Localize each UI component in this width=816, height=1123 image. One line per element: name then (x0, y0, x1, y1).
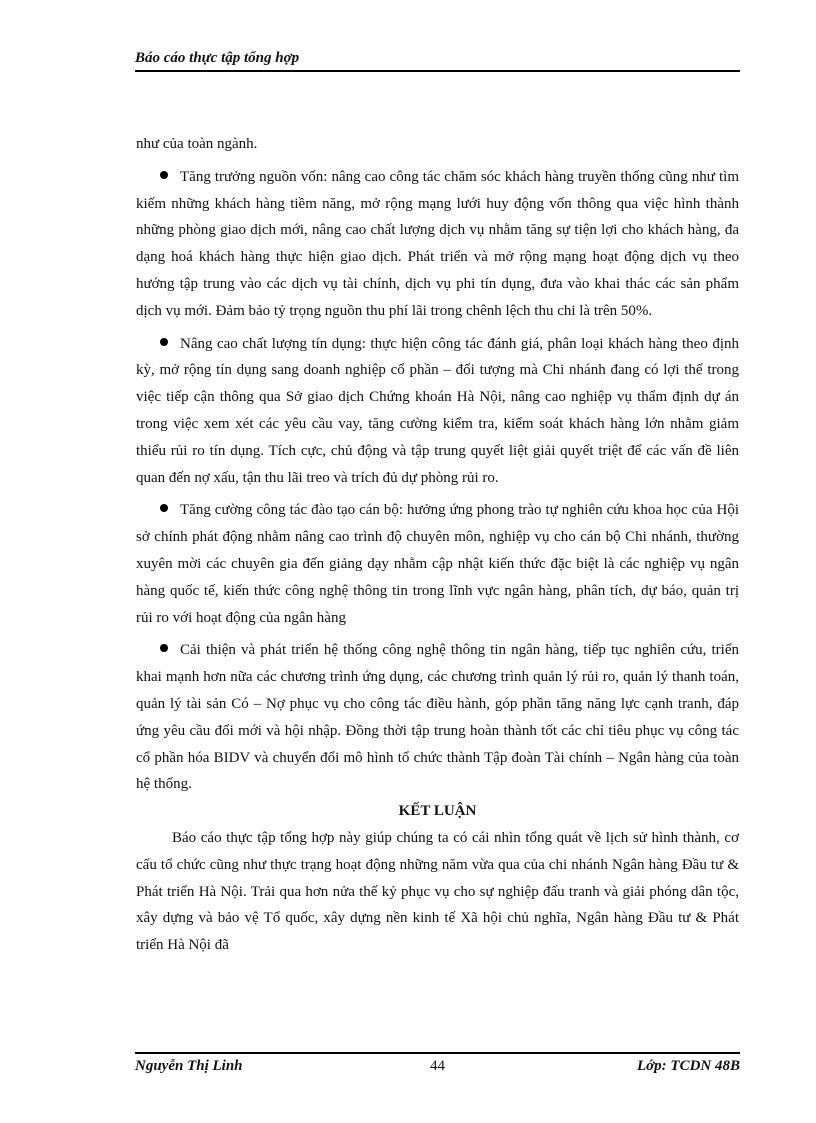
bullet-item-capital-growth (136, 164, 739, 325)
conclusion-heading: KẾT LUẬN (398, 803, 477, 820)
intro-text: như của toàn ngành. (136, 136, 258, 152)
bullet-item-credit-quality (136, 331, 739, 492)
page-footer (135, 1052, 740, 1078)
bullet-item-it-development (136, 637, 739, 798)
bullet-text: Cải thiện và phát triển hệ thống công nghệ thông tin ngân hàng, tiếp tục nghiên cứu, triển khai mạnh hơn nữa các chương trình ứng dụng, các chương trình quản lý rủi ro, quản lý thanh toán, quản lý tài sản Có – Nợ phục vụ cho công tác điều hành, góp phần tăng năng lực cạnh tranh, đáp ứng yêu cầu đổi mới và hội nhập. Đồng thời tập trung hoàn thành tốt các chỉ tiêu phục vụ công tác cổ phần hóa BIDV và chuyển đổi mô hình tổ chức thành Tập đoàn Tài chính – Ngân hàng của toàn hệ thống. (136, 642, 739, 793)
bullet-dot-icon (160, 644, 168, 652)
bullet-text: Tăng cường công tác đào tạo cán bộ: hưởng ứng phong trào tự nghiên cứu khoa học của Hội sở chính phát động nhằm nâng cao trình độ chuyên môn, nghiệp vụ cho cán bộ Chi nhánh, thường xuyên mời các chuyên gia đến giảng dạy nhằm cập nhật kiến thức đặc biệt là các nghiệp vụ ngân hàng quốc tế, kiến thức công nghệ thông tin trong lĩnh vực ngân hàng, phân tích, dự báo, quản trị rủi ro với hoạt động của ngân hàng (136, 502, 739, 626)
report-title: Báo cáo thực tập tổng hợp (135, 50, 300, 66)
bullet-dot-icon (160, 338, 168, 346)
page-header (135, 48, 740, 72)
bullet-item-staff-training (136, 497, 739, 631)
conclusion-paragraph: Báo cáo thực tập tổng hợp này giúp chúng ta có cái nhìn tổng quát về lịch sử hình thành, cơ cấu tổ chức cũng như thực trạng hoạt động những năm vừa qua của chi nhánh Ngân hàng Đầu tư & Phát triển Hà Nội. Trải qua hơn nửa thế kỷ phục vụ cho sự nghiệp đấu tranh và giải phóng dân tộc, xây dựng và bảo vệ Tổ quốc, xây dựng nền kinh tế Xã hội chủ nghĩa, Ngân hàng Đầu tư & Phát triển Hà Nội đã (136, 829, 739, 954)
bullet-dot-icon (160, 504, 168, 512)
bullet-text: Nâng cao chất lượng tín dụng: thực hiện công tác đánh giá, phân loại khách hàng theo định kỳ, mở rộng tín dụng sang doanh nghiệp cổ phần – đối tượng mà Chi nhánh đang có lợi thế trong việc tiếp cận thông qua Sở giao dịch Chứng khoán Hà Nội, nâng cao nghiệp vụ thẩm định dự án trong việc xem xét các yêu cầu vay, tăng cường kiểm tra, kiểm soát khách hàng lớn nhằm giảm thiểu rủi ro tín dụng. Tích cực, chủ động và tập trung quyết liệt giải quyết triệt để các vấn đề liên quan đến nợ xấu, tận thu lãi treo và trích đủ dự phòng rủi ro. (136, 335, 739, 486)
class-label: Lớp: TCDN 48B (636, 1058, 740, 1074)
page-content (136, 131, 739, 959)
author-name: Nguyễn Thị Linh (135, 1058, 243, 1074)
bullet-text: Tăng trưởng nguồn vốn: nâng cao công tác chăm sóc khách hàng truyền thống cũng như tìm kiếm những khách hàng tiềm năng, mở rộng mạng lưới huy động vốn thông qua việc hình thành những phòng giao dịch mới, nâng cao chất lượng dịch vụ nhằm tăng sự tiện lợi cho khách hàng, đa dạng hoá khách hàng thực hiện giao dịch. Phát triển và mở rộng mạng hoạt động dịch vụ theo hướng tập trung vào các dịch vụ tài chính, dịch vụ phi tín dụng, đưa vào khai thác các sản phẩm dịch vụ mới. Đảm bảo tỷ trọng nguồn thu phí lãi trong chênh lệch thu chi là trên 50%. (136, 168, 739, 319)
page-number: 44 (430, 1058, 445, 1074)
bullet-dot-icon (160, 171, 168, 179)
